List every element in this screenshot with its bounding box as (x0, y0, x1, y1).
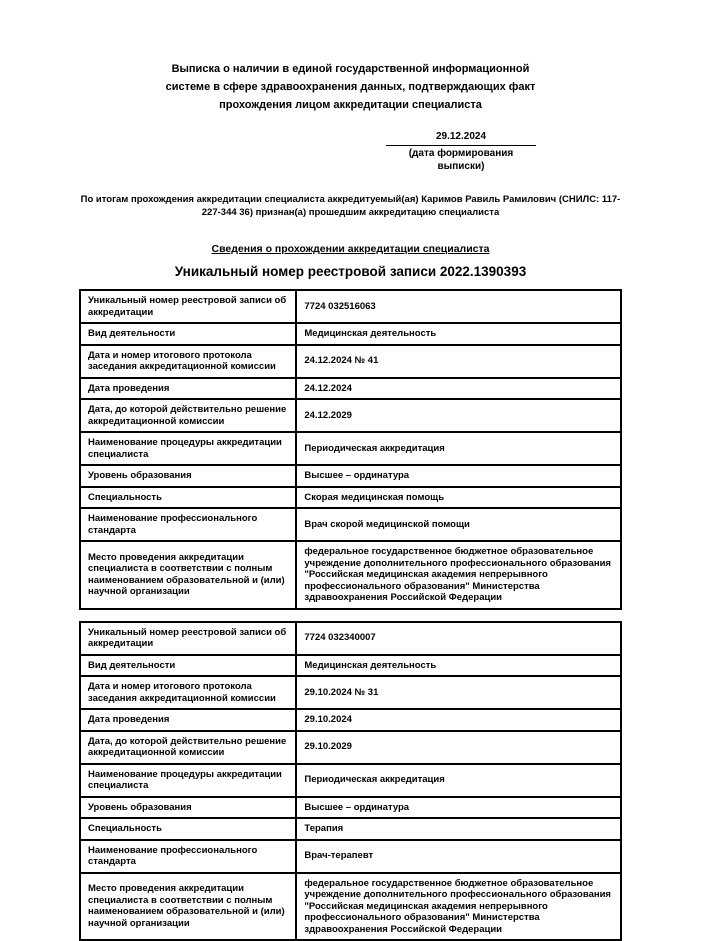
field-label: Уровень образования (80, 465, 296, 487)
field-value: Высшее – ординатура (296, 465, 621, 487)
field-label: Дата и номер итогового протокола заседания аккредитационной комиссии (80, 676, 296, 709)
extract-date-caption: (дата формирования выписки) (386, 147, 536, 173)
field-label: Дата проведения (80, 378, 296, 400)
field-label: Дата, до которой действительно решение аккредитационной комиссии (80, 399, 296, 432)
field-label: Дата проведения (80, 709, 296, 731)
record-2-rows (80, 622, 621, 941)
field-label: Место проведения аккредитации специалиста в соответствии с полным наименованием образовательной и (или) научной организации (80, 873, 296, 941)
field-value: федеральное государственное бюджетное образовательное учреждение дополнительного профессионального образования "Российская медицинская академия непрерывного профессионального образования" Министерства здравоохранения Российской Федерации (296, 873, 621, 941)
document-page (0, 60, 701, 941)
field-value: 7724 032340007 (296, 622, 621, 655)
registry-number-heading: Уникальный номер реестровой записи 2022.1390393 (79, 264, 622, 279)
accreditation-result-paragraph: По итогам прохождения аккредитации специалиста аккредитуемый(ая) Каримов Равиль Рамилович (СНИЛС: 117-227-344 36) признан(а) прошедшим аккредитацию специалиста (79, 193, 622, 219)
table-row (80, 290, 621, 323)
section-heading: Сведения о прохождении аккредитации специалиста (79, 243, 622, 255)
field-value: Врач скорой медицинской помощи (296, 508, 621, 541)
table-row (80, 323, 621, 345)
table-row (80, 399, 621, 432)
field-value: 29.10.2024 № 31 (296, 676, 621, 709)
field-value: Высшее – ординатура (296, 797, 621, 819)
table-row (80, 840, 621, 873)
field-label: Дата, до которой действительно решение аккредитационной комиссии (80, 731, 296, 764)
field-value: 24.12.2024 (296, 378, 621, 400)
field-label: Наименование процедуры аккредитации специалиста (80, 432, 296, 465)
table-row (80, 378, 621, 400)
field-value: Медицинская деятельность (296, 655, 621, 677)
field-label: Уникальный номер реестровой записи об аккредитации (80, 290, 296, 323)
accreditation-record-table-1 (79, 289, 622, 610)
table-row (80, 465, 621, 487)
field-value: федеральное государственное бюджетное образовательное учреждение дополнительного профессионального образования "Российская медицинская академия непрерывного профессионального образования" Министерства здравоохранения Российской Федерации (296, 541, 621, 609)
field-label: Наименование профессионального стандарта (80, 840, 296, 873)
table-row (80, 818, 621, 840)
field-value: 24.12.2029 (296, 399, 621, 432)
field-label: Специальность (80, 487, 296, 509)
field-label: Специальность (80, 818, 296, 840)
field-label: Вид деятельности (80, 323, 296, 345)
table-row (80, 797, 621, 819)
table-row (80, 676, 621, 709)
table-row (80, 873, 621, 941)
field-value: Периодическая аккредитация (296, 432, 621, 465)
field-value: 29.10.2024 (296, 709, 621, 731)
document-title: Выписка о наличии в единой государственной информационной системе в сфере здравоохранения данных, подтверждающих факт прохождения лицом аккредитации специалиста (79, 60, 622, 114)
table-row (80, 655, 621, 677)
field-value: 29.10.2029 (296, 731, 621, 764)
field-label: Уникальный номер реестровой записи об аккредитации (80, 622, 296, 655)
extract-date-block (386, 130, 536, 173)
extract-date: 29.12.2024 (386, 130, 536, 146)
table-row (80, 622, 621, 655)
field-value: Скорая медицинская помощь (296, 487, 621, 509)
field-label: Уровень образования (80, 797, 296, 819)
field-value: Терапия (296, 818, 621, 840)
table-row (80, 731, 621, 764)
accreditation-record-table-2 (79, 621, 622, 941)
table-row (80, 345, 621, 378)
record-1-rows (80, 290, 621, 609)
table-row (80, 508, 621, 541)
field-label: Место проведения аккредитации специалиста в соответствии с полным наименованием образовательной и (или) научной организации (80, 541, 296, 609)
field-value: Медицинская деятельность (296, 323, 621, 345)
table-row (80, 432, 621, 465)
field-label: Вид деятельности (80, 655, 296, 677)
field-value: 7724 032516063 (296, 290, 621, 323)
field-label: Наименование процедуры аккредитации специалиста (80, 764, 296, 797)
field-value: 24.12.2024 № 41 (296, 345, 621, 378)
field-value: Врач-терапевт (296, 840, 621, 873)
table-row (80, 541, 621, 609)
table-row (80, 764, 621, 797)
field-label: Дата и номер итогового протокола заседания аккредитационной комиссии (80, 345, 296, 378)
field-value: Периодическая аккредитация (296, 764, 621, 797)
table-row (80, 709, 621, 731)
table-row (80, 487, 621, 509)
field-label: Наименование профессионального стандарта (80, 508, 296, 541)
